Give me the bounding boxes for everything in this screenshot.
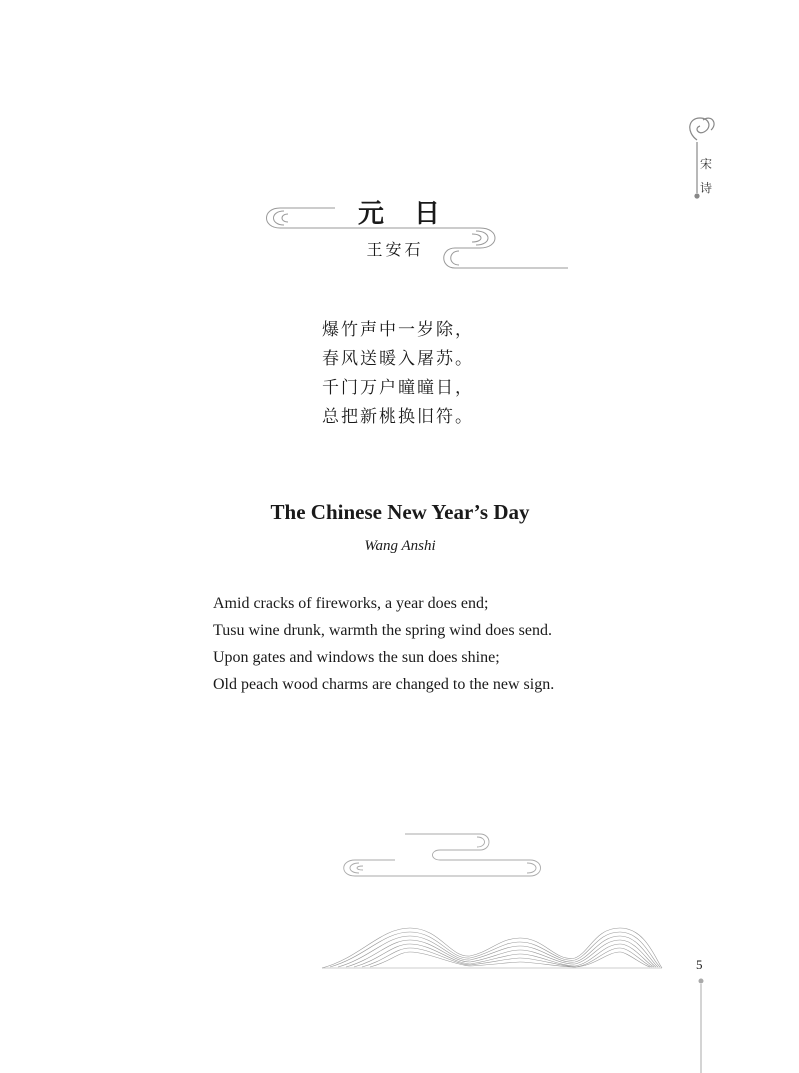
english-poem-line: Tusu wine drunk, warmth the spring wind does send. [213, 622, 552, 639]
cloud-wave-ornament [344, 834, 541, 876]
english-poem-title: The Chinese New Year’s Day [270, 500, 530, 524]
english-poem-author: Wang Anshi [364, 538, 436, 554]
chinese-poem-line: 春风送暖入屠苏。 [322, 349, 474, 369]
chinese-poem-line: 爆竹声中一岁除， [322, 320, 474, 340]
english-poem-body [213, 590, 554, 698]
margin-line [699, 979, 703, 1073]
chinese-poem-title: 元 日 [357, 199, 442, 229]
english-poem-line: Old peach wood charms are changed to the new sign. [213, 676, 555, 693]
chinese-poem-line: 千门万户曈曈日， [322, 378, 474, 398]
chinese-poem-author: 王安石 [366, 240, 424, 259]
section-label: 宋诗 [700, 157, 713, 195]
page-number: 5 [696, 957, 703, 972]
english-poem-line: Amid cracks of fireworks, a year does end; [213, 595, 489, 612]
english-poem-line: Upon gates and windows the sun does shine; [213, 649, 500, 666]
chinese-poem-body [322, 316, 474, 432]
mountain-lines-ornament [322, 928, 662, 968]
chinese-poem-line: 总把新桃换旧符。 [322, 407, 474, 427]
